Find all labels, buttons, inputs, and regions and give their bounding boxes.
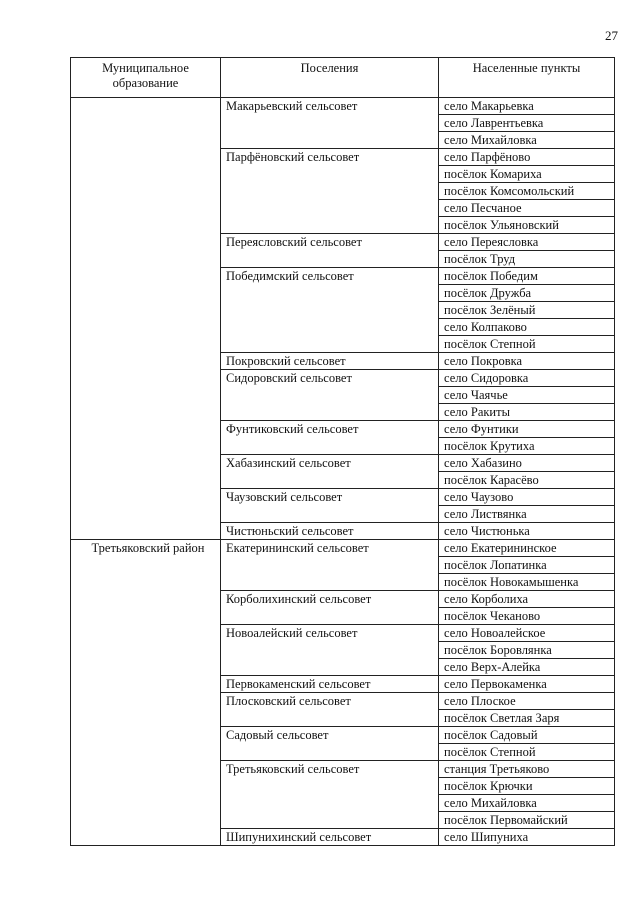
locality-cell: посёлок Лопатинка [439, 557, 615, 574]
settlement-cell: Новоалейский сельсовет [221, 625, 439, 676]
table-header-row [71, 58, 615, 98]
settlement-cell: Сидоровский сельсовет [221, 370, 439, 421]
header-municipality: Муниципальное образование [71, 58, 221, 98]
locality-cell: посёлок Боровлянка [439, 642, 615, 659]
settlement-cell: Корболихинский сельсовет [221, 591, 439, 625]
locality-cell: посёлок Степной [439, 744, 615, 761]
locality-cell: посёлок Крючки [439, 778, 615, 795]
locality-cell: село Фунтики [439, 421, 615, 438]
locality-cell: село Корболиха [439, 591, 615, 608]
header-localities: Населенные пункты [439, 58, 615, 98]
locality-cell: посёлок Комариха [439, 166, 615, 183]
table-row [71, 540, 615, 557]
settlement-cell: Макарьевский сельсовет [221, 98, 439, 149]
locality-cell: село Первокаменка [439, 676, 615, 693]
locality-cell: посёлок Крутиха [439, 438, 615, 455]
locality-cell: село Чаузово [439, 489, 615, 506]
locality-cell: село Хабазино [439, 455, 615, 472]
locality-cell: село Верх-Алейка [439, 659, 615, 676]
municipality-cell [71, 98, 221, 540]
settlement-cell: Фунтиковский сельсовет [221, 421, 439, 455]
locality-cell: посёлок Комсомольский [439, 183, 615, 200]
locality-cell: село Покровка [439, 353, 615, 370]
locality-cell: посёлок Первомайский [439, 812, 615, 829]
locality-cell: село Листвянка [439, 506, 615, 523]
locality-cell: посёлок Зелёный [439, 302, 615, 319]
locality-cell: село Новоалейское [439, 625, 615, 642]
locality-cell: село Колпаково [439, 319, 615, 336]
locality-cell: село Чаячье [439, 387, 615, 404]
locality-cell: село Плоское [439, 693, 615, 710]
locality-cell: село Песчаное [439, 200, 615, 217]
settlement-cell: Плосковский сельсовет [221, 693, 439, 727]
locality-cell: село Ракиты [439, 404, 615, 421]
settlement-cell: Переясловский сельсовет [221, 234, 439, 268]
locality-cell: посёлок Труд [439, 251, 615, 268]
locality-cell: посёлок Светлая Заря [439, 710, 615, 727]
locality-cell: посёлок Дружба [439, 285, 615, 302]
locality-cell: посёлок Чеканово [439, 608, 615, 625]
settlement-cell: Шипунихинский сельсовет [221, 829, 439, 846]
locality-cell: посёлок Ульяновский [439, 217, 615, 234]
locality-cell: село Переясловка [439, 234, 615, 251]
settlement-cell: Садовый сельсовет [221, 727, 439, 761]
locality-cell: село Макарьевка [439, 98, 615, 115]
settlement-cell: Чистюньский сельсовет [221, 523, 439, 540]
header-settlements: Поселения [221, 58, 439, 98]
locality-cell: село Лаврентьевка [439, 115, 615, 132]
settlement-cell: Покровский сельсовет [221, 353, 439, 370]
locality-cell: посёлок Садовый [439, 727, 615, 744]
locality-cell: село Парфёново [439, 149, 615, 166]
settlement-cell: Парфёновский сельсовет [221, 149, 439, 234]
locality-cell: посёлок Карасёво [439, 472, 615, 489]
settlement-cell: Чаузовский сельсовет [221, 489, 439, 523]
locality-cell: село Екатерининское [439, 540, 615, 557]
settlements-table [70, 57, 615, 846]
settlement-cell: Победимский сельсовет [221, 268, 439, 353]
settlement-cell: Екатерининский сельсовет [221, 540, 439, 591]
municipality-cell: Третьяковский район [71, 540, 221, 846]
locality-cell: посёлок Победим [439, 268, 615, 285]
locality-cell: село Шипуниха [439, 829, 615, 846]
locality-cell: село Михайловка [439, 795, 615, 812]
locality-cell: село Михайловка [439, 132, 615, 149]
locality-cell: село Сидоровка [439, 370, 615, 387]
settlement-cell: Третьяковский сельсовет [221, 761, 439, 829]
locality-cell: станция Третьяково [439, 761, 615, 778]
locality-cell: посёлок Степной [439, 336, 615, 353]
settlement-cell: Первокаменский сельсовет [221, 676, 439, 693]
settlement-cell: Хабазинский сельсовет [221, 455, 439, 489]
page-number: 27 [605, 28, 618, 43]
table-body [71, 98, 615, 846]
table-row [71, 98, 615, 115]
locality-cell: посёлок Новокамышенка [439, 574, 615, 591]
locality-cell: село Чистюнька [439, 523, 615, 540]
